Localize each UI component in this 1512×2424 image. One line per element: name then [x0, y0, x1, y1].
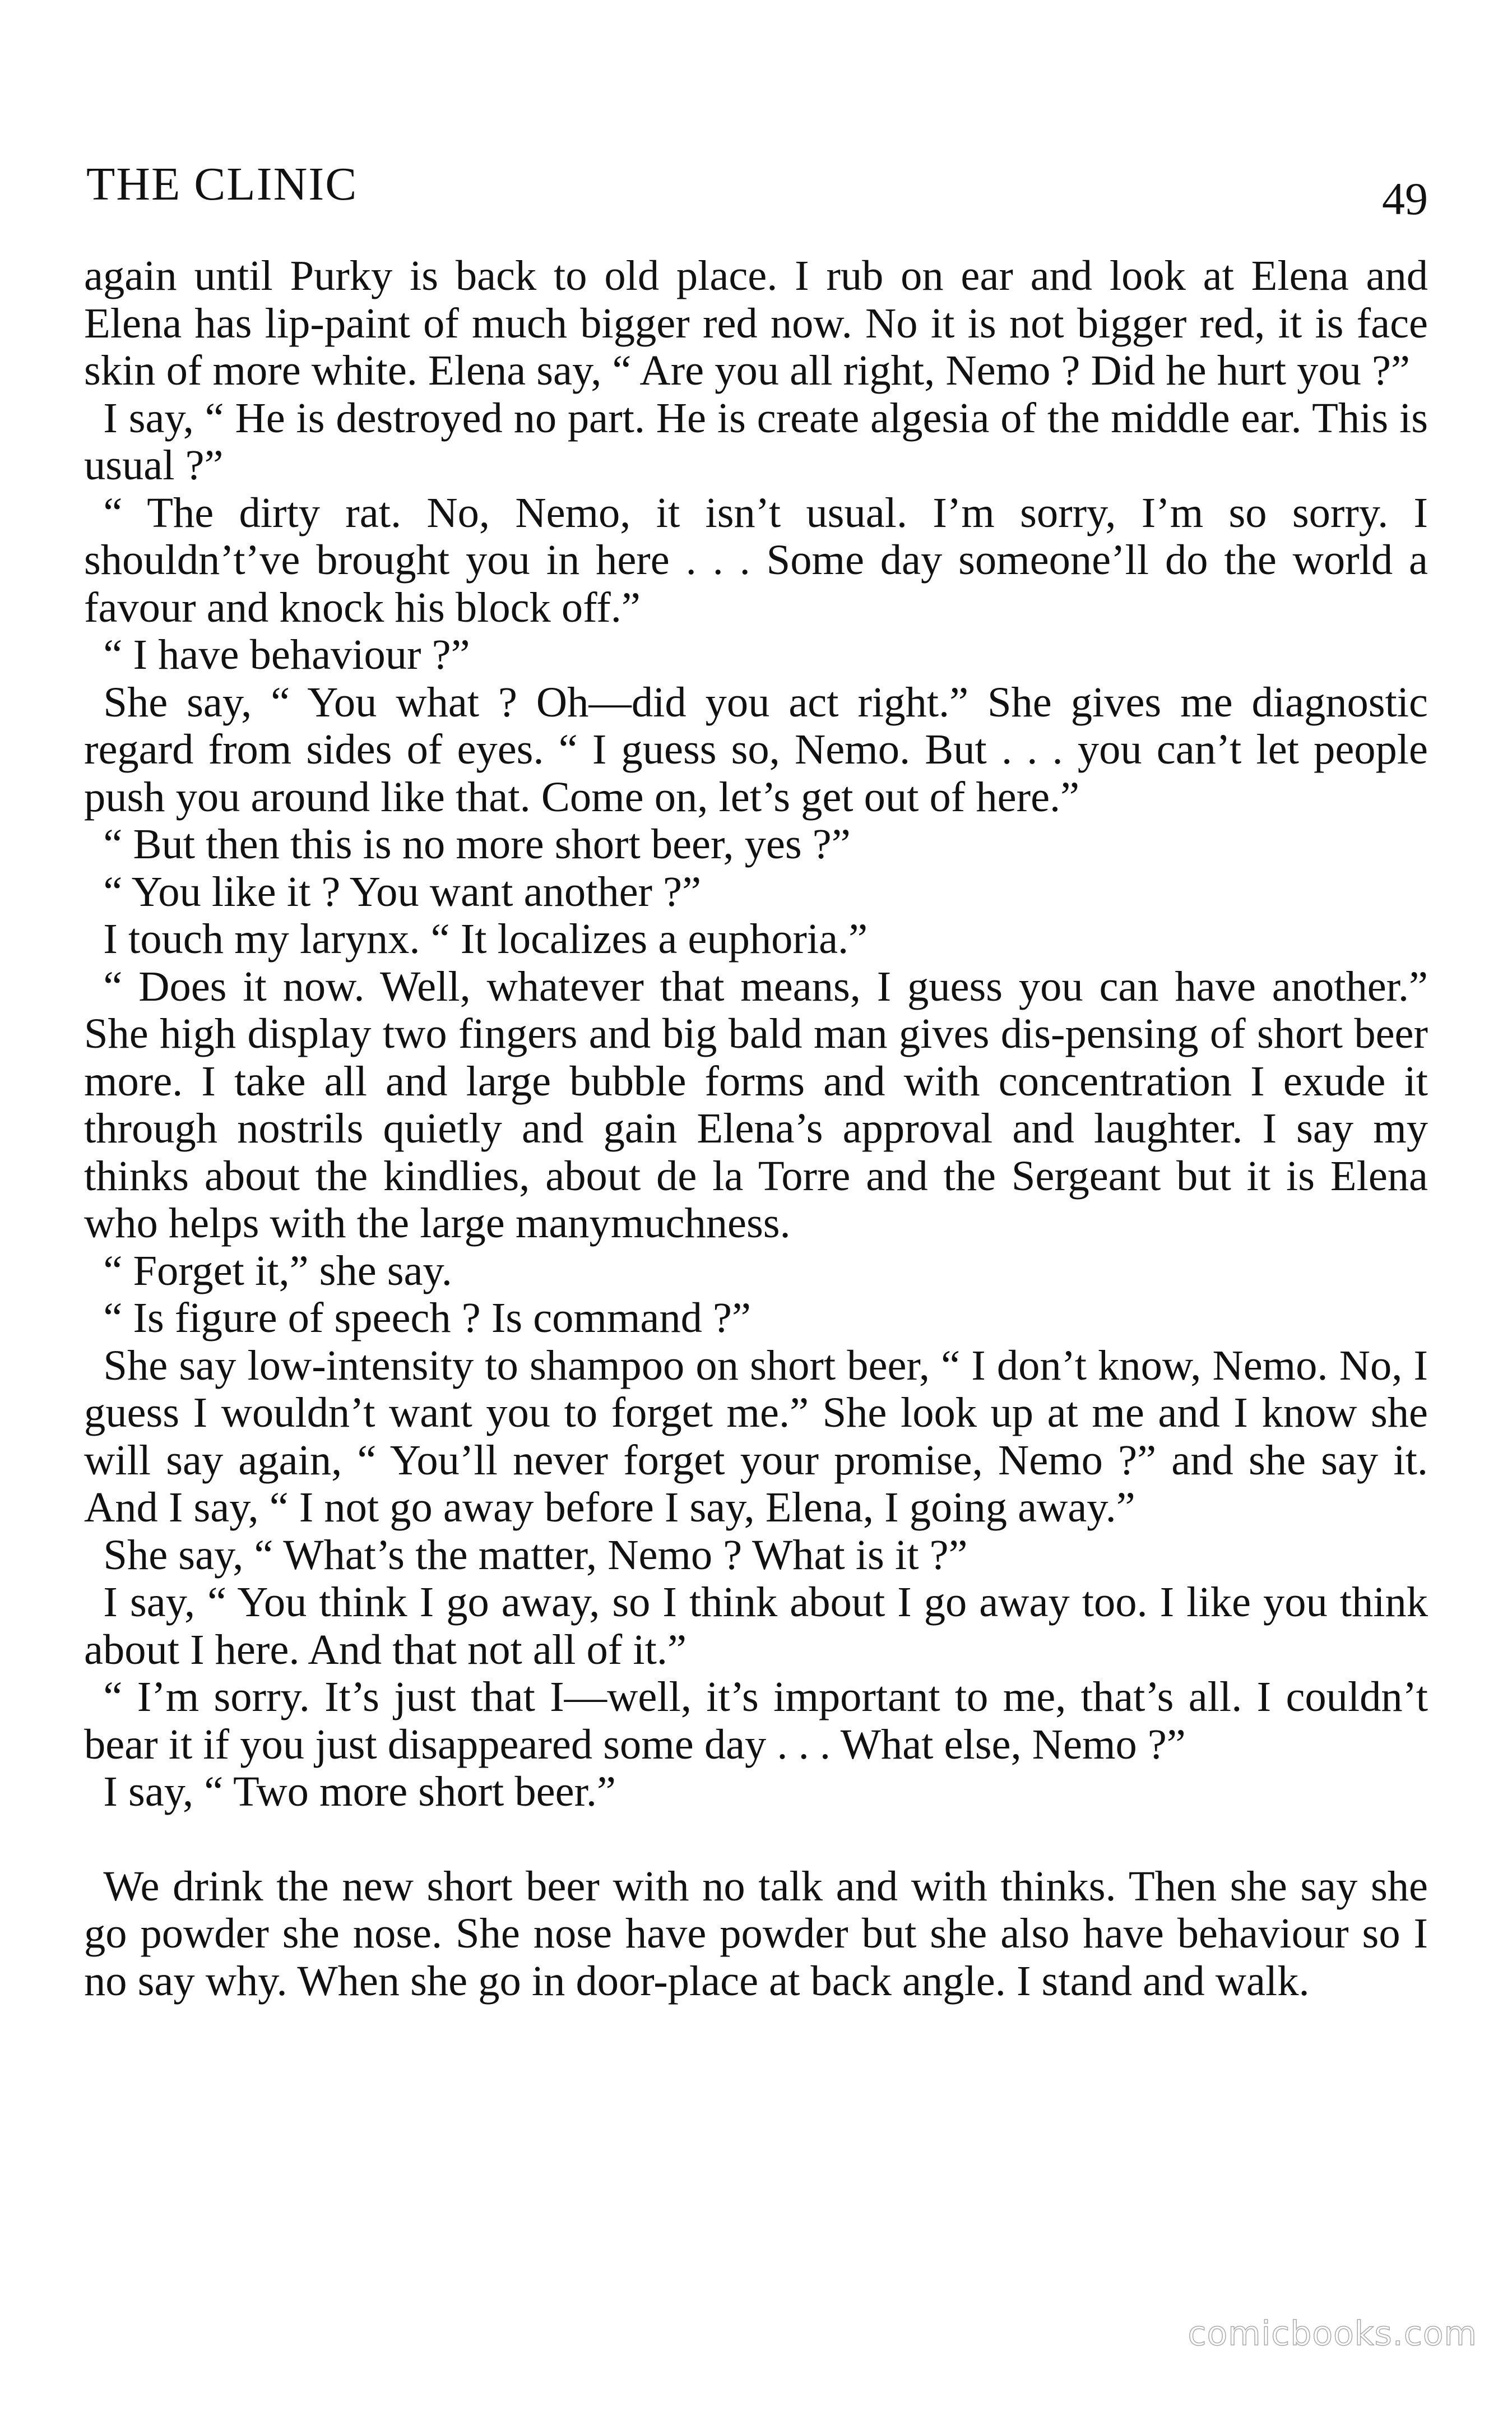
paragraph: She say low-intensity to shampoo on short beer, “ I don’t know, Nemo. No, I guess I wouldn’t want you to forget me.” She look up at me and I know she will say again, “ You’ll never forget your promise, Nemo ?” and she say it. And I say, “ I not go away before I say, Elena, I going away.” [84, 1341, 1428, 1531]
paragraph: “ You like it ? You want another ?” [103, 867, 702, 915]
paragraph: “ Is figure of speech ? Is command ?” [103, 1294, 751, 1341]
paragraph: I say, “ He is destroyed no part. He is create algesia of the middle ear. This is usual ?” [84, 394, 1428, 489]
running-head: THE CLINIC [86, 158, 358, 210]
paragraph: She say, “ What’s the matter, Nemo ? What is it ?” [103, 1530, 968, 1579]
paragraph: We drink the new short beer with no talk and with thinks. Then she say she go powder she nose. She nose have powder but she also have behaviour so I no say why. When she go in door-place at back angle. I stand and walk. [84, 1862, 1428, 2005]
paragraph: “ Forget it,” she say. [103, 1246, 452, 1294]
paragraph: “ I’m sorry. It’s just that I—well, it’s important to me, that’s all. I couldn’t bear it if you just disappeared some day . . . What else, Nemo ?” [84, 1673, 1428, 1768]
paragraph: I say, “ Two more short beer.” [103, 1768, 616, 1815]
paragraph: “ I have behaviour ?” [103, 631, 470, 678]
paragraph: I say, “ You think I go away, so I think about I go away too. I like you think about I here. And that not all of it.” [84, 1578, 1428, 1673]
paragraph: I touch my larynx. “ It localizes a euphoria.” [103, 915, 868, 963]
paragraph: She say, “ You what ? Oh—did you act right.” She gives me diagnostic regard from sides of eyes. “ I guess so, Nemo. But . . . you can’t let people push you around like that. Come on, let’s get out of here.” [84, 678, 1428, 821]
watermark: comicbooks.com [1188, 2314, 1477, 2353]
paragraph: “ The dirty rat. No, Nemo, it isn’t usual. I’m sorry, I’m so sorry. I shouldn’t’ve brought you in here . . . Some day someone’ll do the world a favour and knock his block off.” [84, 488, 1428, 631]
paragraph: “ But then this is no more short beer, yes ?” [103, 820, 851, 868]
body-text [84, 252, 1428, 2005]
paragraph: “ Does it now. Well, whatever that means, I guess you can have another.” She high display two fingers and big bald man gives dis-pensing of short beer more. I take all and large bubble forms and with concentration I exude it through nostrils quietly and gain Elena’s approval and laughter. I say my thinks about the kindlies, about de la Torre and the Sergeant but it is Elena who helps with the large manymuchness. [84, 962, 1428, 1247]
page-number: 49 [1382, 173, 1428, 224]
page-header [84, 151, 1428, 224]
paragraph: again until Purky is back to old place. I rub on ear and look at Elena and Elena has lip-paint of much bigger red now. No it is not bigger red, it is face skin of more white. Elena say, “ Are you all right, Nemo ? Did he hurt you ?” [84, 252, 1428, 394]
